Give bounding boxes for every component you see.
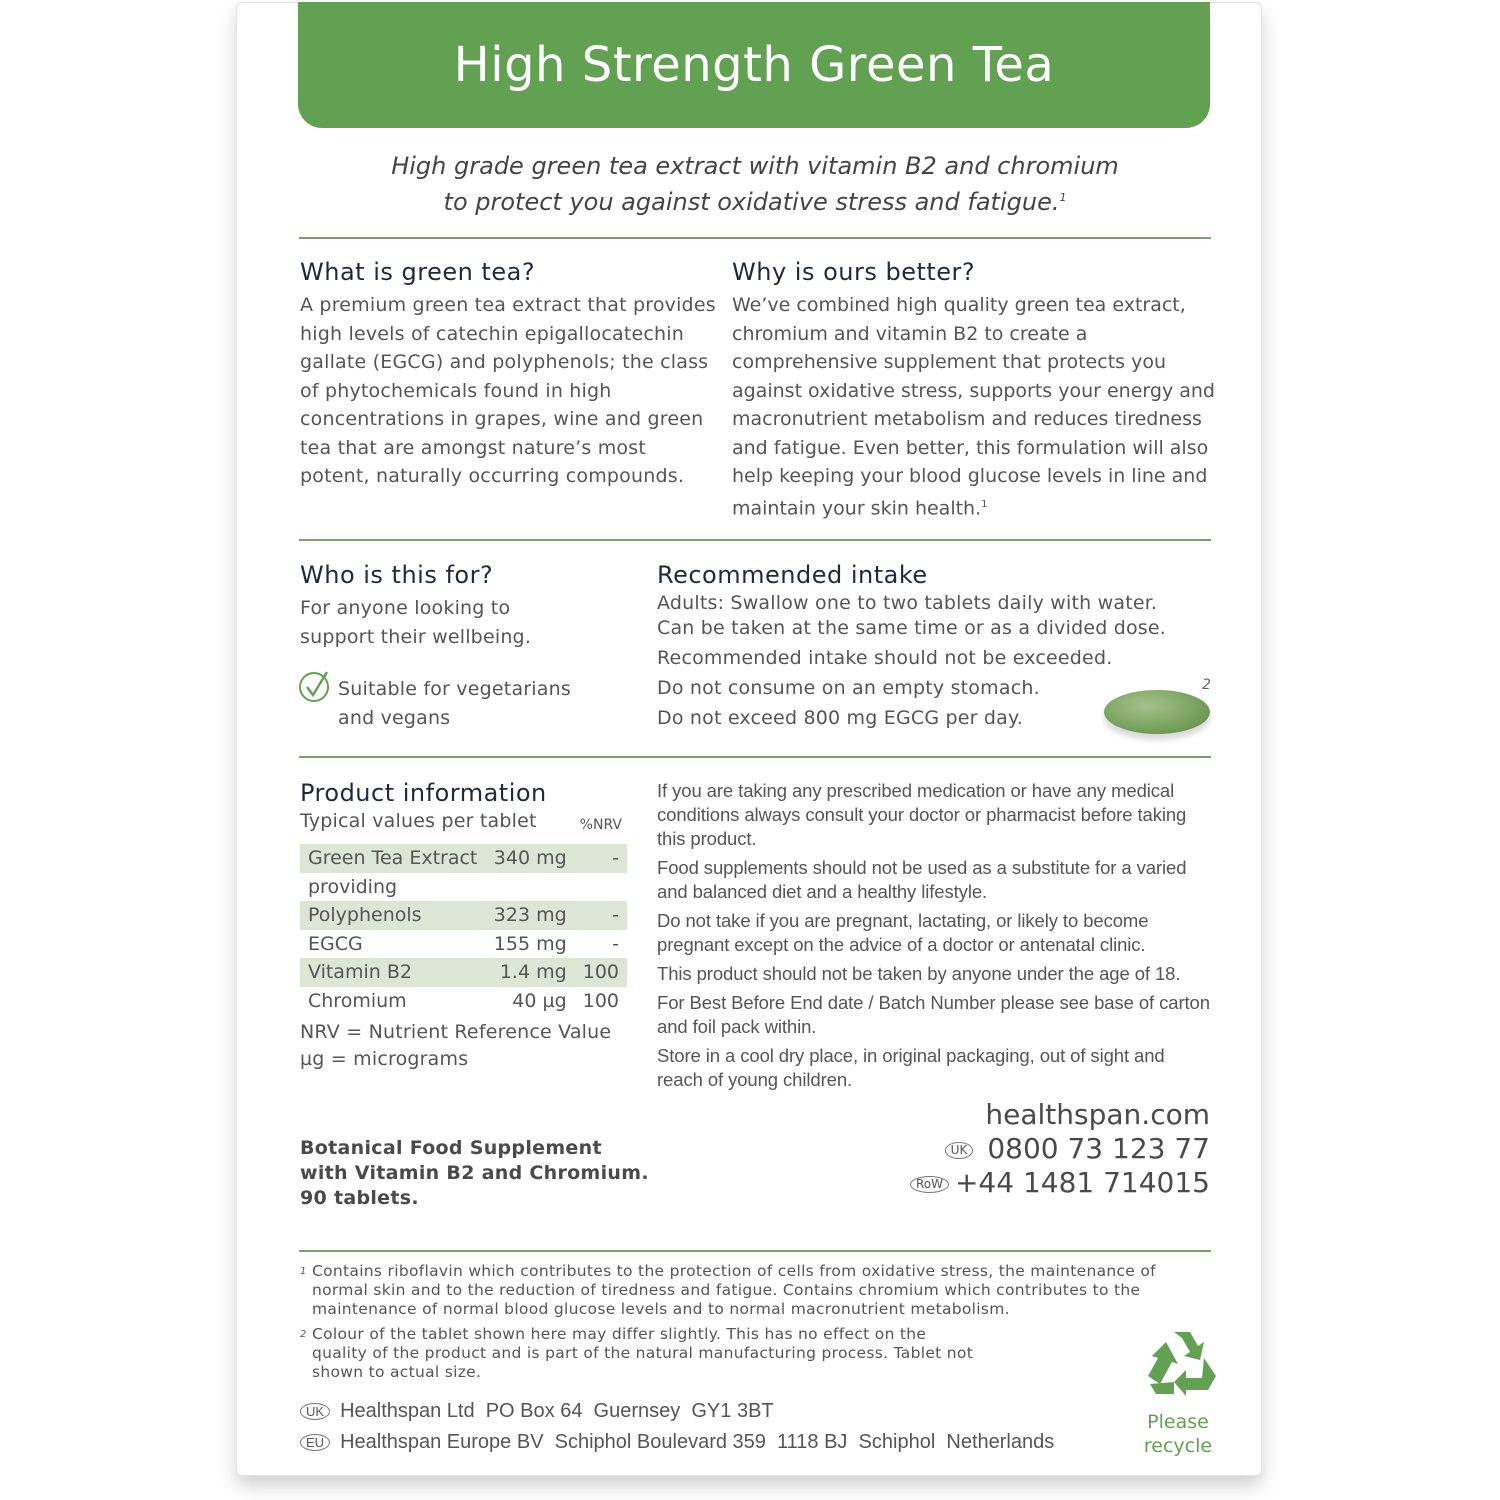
table-row: [300, 987, 627, 1016]
warning-text: Do not take if you are pregnant, lactating, or likely to become pregnant except on the advice of a doctor or antenatal clinic.: [657, 910, 1149, 955]
nutrient-amount: 340 mg: [486, 844, 575, 873]
nutrient-amount: [486, 873, 575, 902]
nutrient-name: Vitamin B2: [300, 958, 486, 987]
row-phone[interactable]: +44 1481 714015: [954, 1166, 1210, 1199]
nutrient-name: Green Tea Extract: [300, 844, 486, 873]
product-title: High Strength Green Tea: [453, 37, 1055, 93]
description-line: with Vitamin B2 and Chromium.: [300, 1162, 649, 1184]
table-row: [300, 844, 627, 873]
description-line: 90 tablets.: [300, 1187, 419, 1209]
why-section: [732, 258, 1222, 522]
what-heading: What is green tea?: [300, 258, 536, 286]
product-info-subheading: Typical values per tablet: [300, 810, 537, 832]
nrv-note: NRV = Nutrient Reference Value: [300, 1021, 612, 1043]
warning-text: This product should not be taken by anyone under the age of 18.: [657, 963, 1181, 984]
divider: [299, 756, 1211, 758]
intake-line: Do not exceed 800 mg EGCG per day.: [657, 707, 1023, 729]
subtitle-text: to protect you against oxidative stress and fatigue.: [443, 188, 1060, 216]
warning-text: Food supplements should not be used as a substitute for a varied and balanced diet and a healthy lifestyle.: [657, 857, 1187, 902]
table-row: [300, 930, 627, 959]
contact-block: [657, 1098, 1215, 1200]
footnote: [300, 1325, 980, 1382]
what-section: [300, 258, 720, 491]
warning-text: If you are taking any prescribed medication or have any medical conditions always consult your doctor or pharmacist before taking this product.: [657, 780, 1187, 849]
nutrient-nrv: -: [575, 901, 627, 930]
recycle-text: recycle: [1143, 1435, 1213, 1457]
nutrition-table: [300, 844, 627, 1015]
vegetarian-text: Suitable for vegetarians and vegans: [338, 678, 571, 729]
nutrient-nrv: -: [612, 932, 619, 955]
nutrient-amount: 1.4 mg: [486, 958, 575, 987]
table-row: [300, 958, 627, 987]
intake-line: Can be taken at the same time or as a divided dose.: [657, 617, 1167, 639]
subtitle-line: [300, 182, 1210, 218]
nutrient-nrv: 100: [575, 958, 627, 987]
footnote-ref: 1: [981, 498, 988, 510]
recycle-block: [1134, 1328, 1222, 1458]
divider: [299, 539, 1211, 541]
who-text: For anyone looking to support their wellbeing.: [300, 597, 532, 648]
footnote: [300, 1262, 1200, 1319]
footnote-text: Contains riboflavin which contributes to the protection of cells from oxidative stress, the maintenance of normal skin and to the reduction of tiredness and fatigue. Contains chromium which contributes to the maintenance of normal blood glucose levels and to normal macronutrient metabolism.: [312, 1262, 1156, 1318]
package-back: [236, 2, 1262, 1476]
eu-address: Healthspan Europe BV Schiphol Boulevard 359 1118 BJ Schiphol Netherlands: [340, 1431, 1055, 1453]
footnote-ref: 2: [1202, 677, 1211, 693]
eu-badge: EU: [300, 1434, 330, 1451]
warning-text: For Best Before End date / Batch Number please see base of carton and foil pack within.: [657, 992, 1210, 1037]
product-info-heading: Product information: [300, 779, 547, 807]
what-text: A premium green tea extract that provides high levels of catechin epigallocatechin gallate (EGCG) and polyphenols; the class of phytochemicals found in high concentrations in grapes, wine and green tea that are amongst nature’s most potent, naturally occurring compounds.: [300, 294, 716, 487]
nutrient-name: Polyphenols: [300, 901, 486, 930]
row-badge: RoW: [910, 1176, 949, 1193]
intake-line: Recommended intake should not be exceeded.: [657, 647, 1113, 669]
uk-badge: UK: [300, 1403, 330, 1420]
footnote-number: 1: [300, 1266, 307, 1277]
why-heading: Why is ours better?: [732, 258, 976, 286]
table-row: [300, 873, 627, 902]
nutrient-nrv: 100: [582, 989, 619, 1012]
divider: [299, 1250, 1211, 1252]
nutrient-nrv: [575, 873, 627, 902]
uk-address: Healthspan Ltd PO Box 64 Guernsey GY1 3BT: [340, 1400, 774, 1422]
uk-badge: UK: [945, 1142, 974, 1159]
footnotes: [300, 1262, 1200, 1382]
footnote-number: 2: [300, 1329, 307, 1340]
who-heading: Who is this for?: [300, 561, 494, 589]
nutrient-name: EGCG: [308, 932, 363, 955]
title-banner: [298, 2, 1210, 128]
ug-note: µg = micrograms: [300, 1048, 469, 1070]
vegetarian-badge: [300, 675, 600, 732]
nutrient-amount: 40 µg: [512, 989, 567, 1012]
nrv-header: %NRV: [579, 817, 622, 833]
warnings: [657, 779, 1215, 1092]
product-description: [300, 1136, 649, 1211]
nutrient-amount: 155 mg: [493, 932, 567, 955]
nutrient-name: Chromium: [308, 989, 407, 1012]
recycle-text: Please: [1147, 1411, 1209, 1433]
nutrient-amount: 323 mg: [486, 901, 575, 930]
warning-text: Store in a cool dry place, in original packaging, out of sight and reach of young children.: [657, 1045, 1165, 1090]
uk-phone[interactable]: 0800 73 123 77: [987, 1132, 1210, 1165]
why-text: We’ve combined high quality green tea extract, chromium and vitamin B2 to create a comprehensive supplement that protects you against oxidative stress, supports your energy and macronutrient metabolism and reduces tiredness and fatigue. Even better, this formulation will also help keeping your blood glucose levels in line and maintain your skin health.: [732, 294, 1215, 519]
table-row: [300, 901, 627, 930]
website-link[interactable]: healthspan.com: [985, 1098, 1210, 1131]
check-circle-icon: [298, 669, 332, 703]
divider: [299, 237, 1211, 239]
footnote-text: Colour of the tablet shown here may differ slightly. This has no effect on the quality of the product and is part of the natural manufacturing process. Tablet not shown to actual size.: [312, 1325, 974, 1381]
addresses: [300, 1396, 1120, 1458]
product-info-section: [300, 779, 630, 1073]
footnote-ref: 1: [1059, 191, 1067, 204]
nutrient-nrv: -: [575, 844, 627, 873]
recycle-icon: [1146, 1328, 1218, 1398]
intake-line: Adults: Swallow one to two tablets daily with water.: [657, 592, 1158, 614]
nutrient-name: providing: [308, 875, 398, 898]
intake-heading: Recommended intake: [657, 561, 928, 589]
right-column: [657, 779, 1215, 1200]
description-line: Botanical Food Supplement: [300, 1137, 602, 1159]
tablet-image: [1104, 690, 1210, 734]
intake-line: Do not consume on an empty stomach.: [657, 677, 1040, 699]
who-section: [300, 561, 600, 732]
subtitle: [300, 150, 1210, 218]
subtitle-line: High grade green tea extract with vitamin B2 and chromium: [391, 152, 1119, 180]
